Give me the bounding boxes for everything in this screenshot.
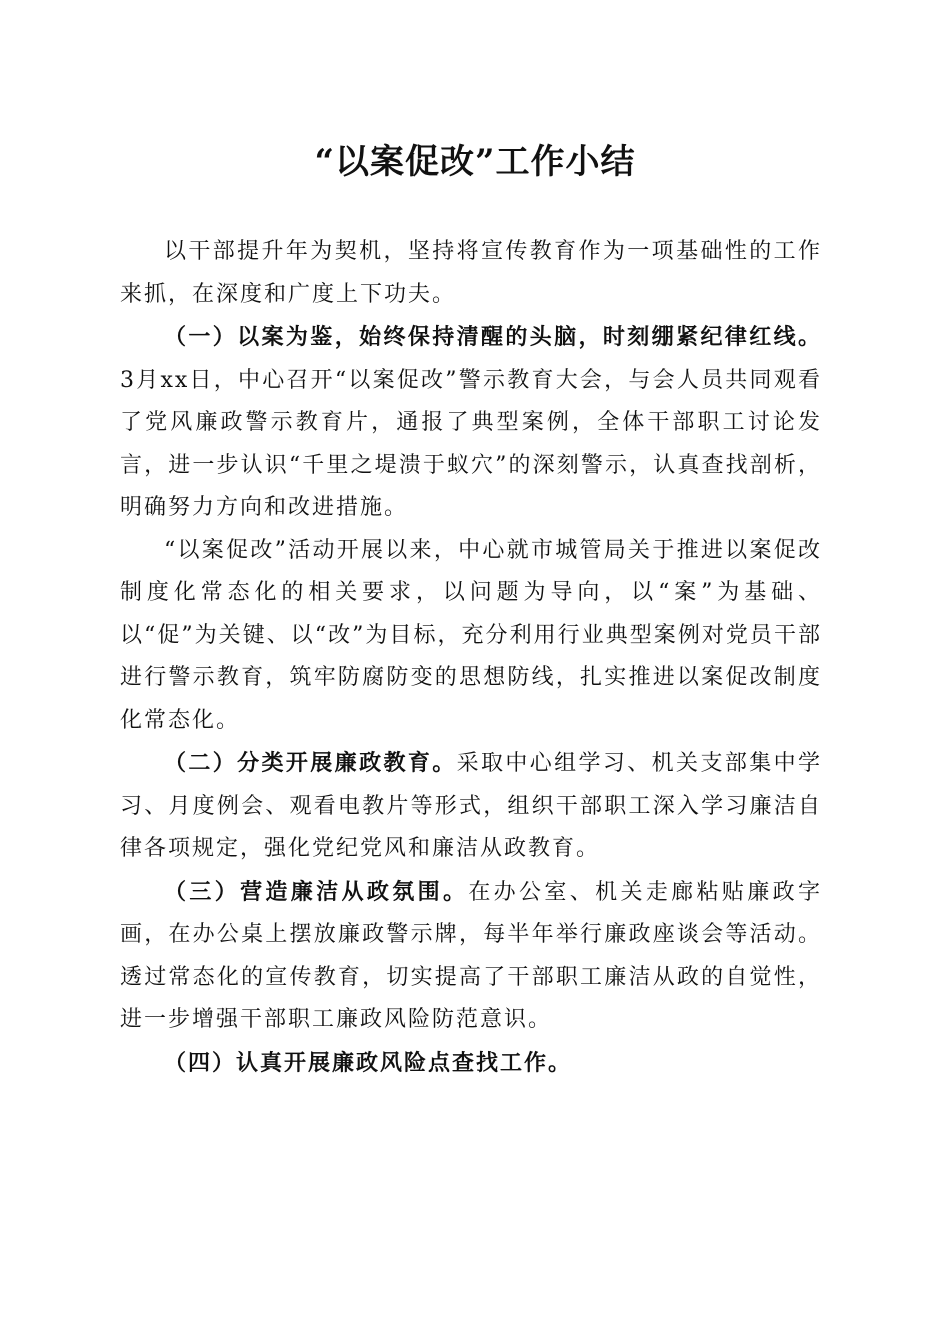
paragraph-activity [120,530,822,743]
paragraph-section-4 [120,1042,822,1086]
paragraph-section-1 [120,316,822,530]
document-body [120,231,822,1085]
section-heading: （二）分类开展廉政教育。 [164,750,457,776]
paragraph-text: 以干部提升年为契机，坚持将宣传教育作为一项基础性的工作来抓，在深度和广度上下功夫。 [120,239,822,307]
section-heading: （四）认真开展廉政风险点查找工作。 [164,1049,573,1076]
paragraph-text: 3月xx日，中心召开“以案促改”警示教育大会，与会人员共同观看了党风廉政警示教育片，通报了典型案例，全体干部职工讨论发言，进一步认识“千里之堤溃于蚁穴”的深刻警示，认真查找剖析，明确努力方向和改进措施。 [120,367,822,520]
paragraph-intro [120,231,822,316]
section-heading: （一）以案为鉴，始终保持清醒的头脑，时刻绷紧纪律红线。 [164,324,822,350]
paragraph-section-2 [120,742,822,871]
paragraph-text: “以案促改”活动开展以来，中心就市城管局关于推进以案促改制度化常态化的相关要求，以问题为导向，以“案”为基础、以“促”为关键、以“改”为目标，充分利用行业典型案例对党员干部进行警示教育，筑牢防腐防变的思想防线，扎实推进以案促改制度化常态化。 [120,537,822,733]
document-title: “以案促改”工作小结 [314,142,636,182]
paragraph-text: 在办公室、机关走廊粘贴廉政字画，在办公桌上摆放廉政警示牌，每半年举行廉政座谈会等活动。透过常态化的宣传教育，切实提高了干部职工廉洁从政的自觉性，进一步增强干部职工廉政风险防范意识。 [120,879,822,1032]
section-heading: （三）营造廉洁从政氛围。 [164,878,469,905]
paragraph-section-3 [120,871,822,1042]
paragraph-text: 采取中心组学习、机关支部集中学习、月度例会、观看电教片等形式，组织干部职工深入学习廉洁自律各项规定，强化党纪党风和廉洁从政教育。 [120,751,822,861]
